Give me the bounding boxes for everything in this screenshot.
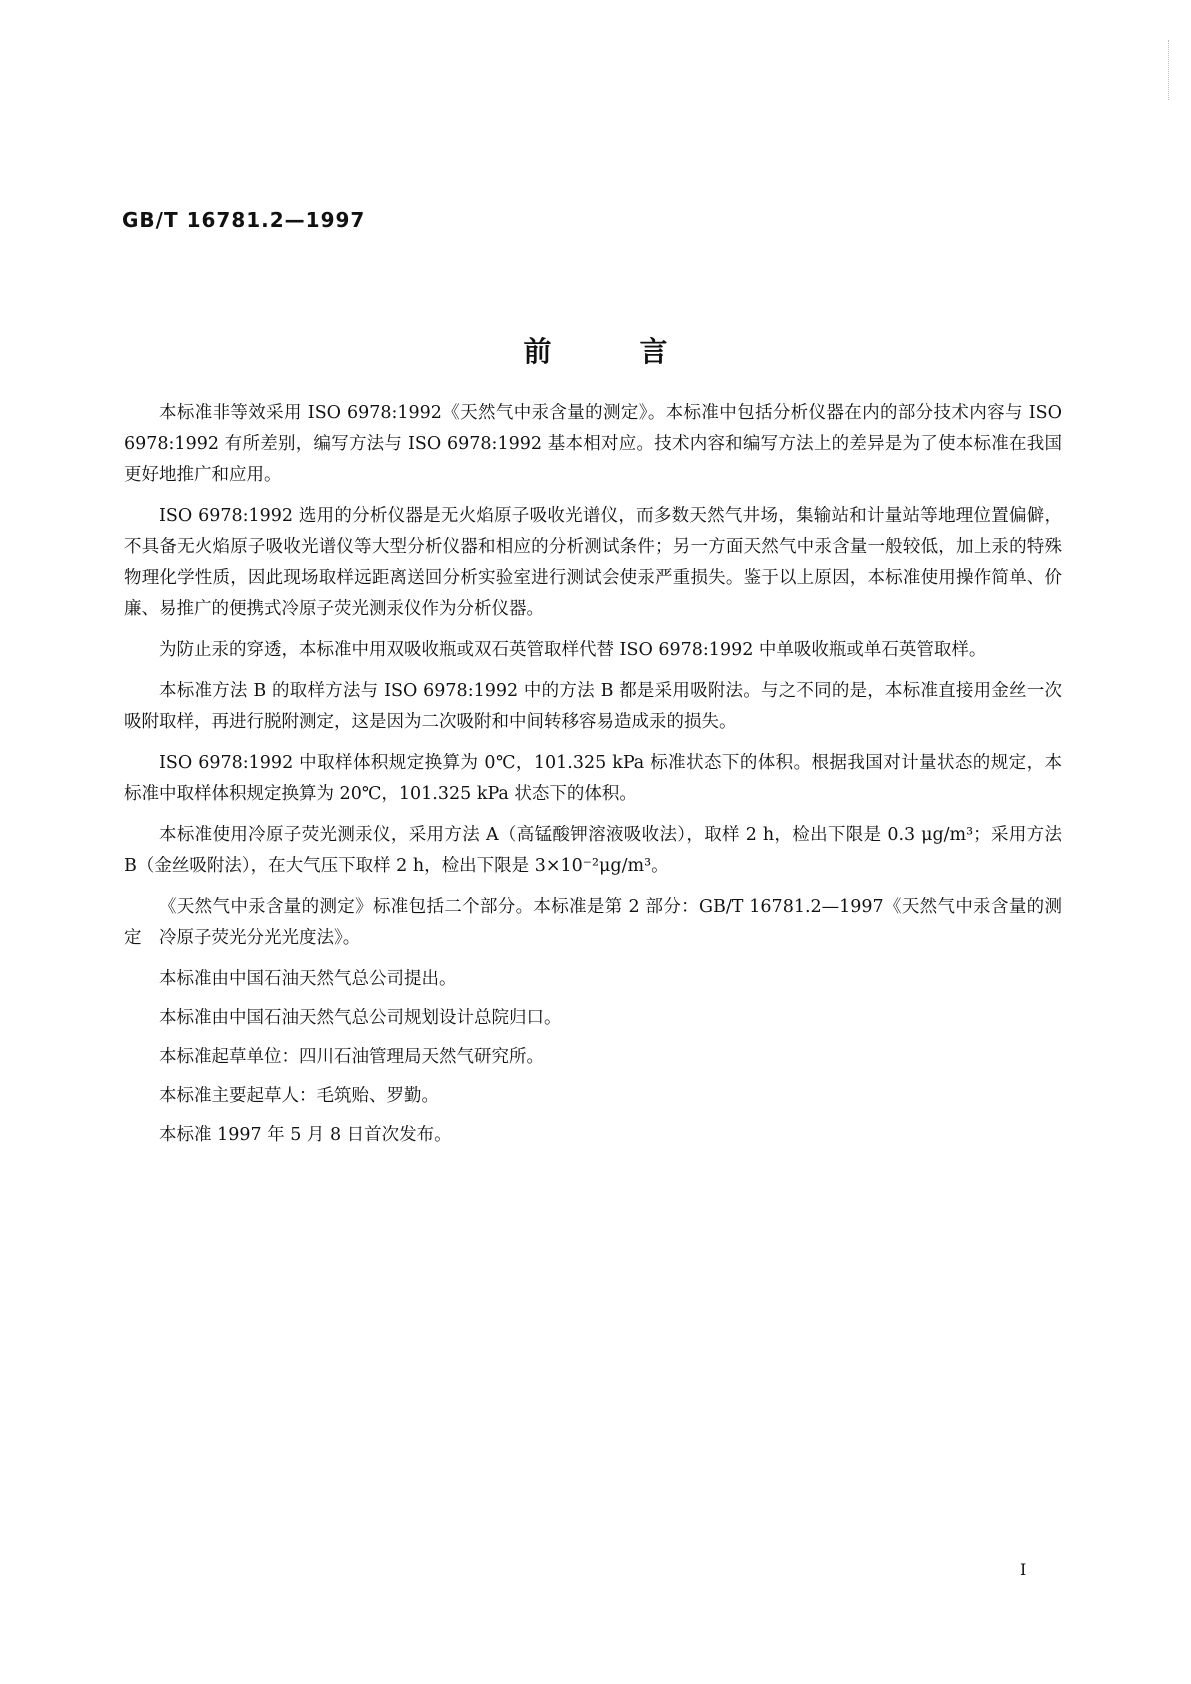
paragraph-8: 本标准由中国石油天然气总公司提出。 [159,969,457,989]
paragraph-10: 本标准起草单位：四川石油管理局天然气研究所。 [159,1047,544,1067]
paragraph-9: 本标准由中国石油天然气总公司规划设计总院归口。 [159,1008,562,1028]
page-title [0,330,1191,370]
page-number: I [1020,1560,1027,1579]
scan-artifact [1168,40,1171,100]
paragraph-2: ISO 6978:1992 选用的分析仪器是无火焰原子吸收光谱仪，而多数天然气井场，集输站和计量站等地理位置偏僻，不具备无火焰原子吸收光谱仪等大型分析仪器和相应的分析测试条件；另一方面天然气中汞含量一般较低，加上汞的特殊物理化学性质，因此现场取样远距离送回分析实验室进行测试会使汞严重损失。鉴于以上原因，本标准使用操作简单、价廉、易推广的便携式冷原子荧光测汞仪作为分析仪器。 [124,506,1062,619]
paragraph-3: 为防止汞的穿透，本标准中用双吸收瓶或双石英管取样代替 ISO 6978:1992 中单吸收瓶或单石英管取样。 [159,640,987,660]
paragraph-6: 本标准使用冷原子荧光测汞仪，采用方法 A（高锰酸钾溶液吸收法），取样 2 h，检出下限是 0.3 μg/m³；采用方法 B（金丝吸附法），在大气压下取样 2 h，检出下限是 3×10⁻²μg/m³。 [124,825,1062,876]
title-char-2: 言 [639,335,668,368]
paragraph-5: ISO 6978:1992 中取样体积规定换算为 0℃，101.325 kPa 标准状态下的体积。根据我国对计量状态的规定，本标准中取样体积规定换算为 20℃，101.325 kPa 状态下的体积。 [124,753,1062,804]
title-char-1: 前 [523,335,552,368]
paragraph-7: 《天然气中汞含量的测定》标准包括二个部分。本标准是第 2 部分：GB/T 16781.2—1997《天然气中汞含量的测定 冷原子荧光分光光度法》。 [124,897,1062,948]
document-code: GB/T 16781.2—1997 [122,208,366,232]
paragraph-1: 本标准非等效采用 ISO 6978:1992《天然气中汞含量的测定》。本标准中包括分析仪器在内的部分技术内容与 ISO 6978:1992 有所差别，编写方法与 ISO 6978:1992 基本相对应。技术内容和编写方法上的差异是为了使本标准在我国更好地推广和应用。 [124,403,1062,485]
paragraph-4: 本标准方法 B 的取样方法与 ISO 6978:1992 中的方法 B 都是采用吸附法。与之不同的是，本标准直接用金丝一次吸附取样，再进行脱附测定，这是因为二次吸附和中间转移容易造成汞的损失。 [124,681,1062,732]
paragraph-11: 本标准主要起草人：毛筑贻、罗勤。 [159,1086,439,1106]
paragraph-12: 本标准 1997 年 5 月 8 日首次发布。 [159,1125,452,1145]
foreword-body [124,398,1062,1159]
